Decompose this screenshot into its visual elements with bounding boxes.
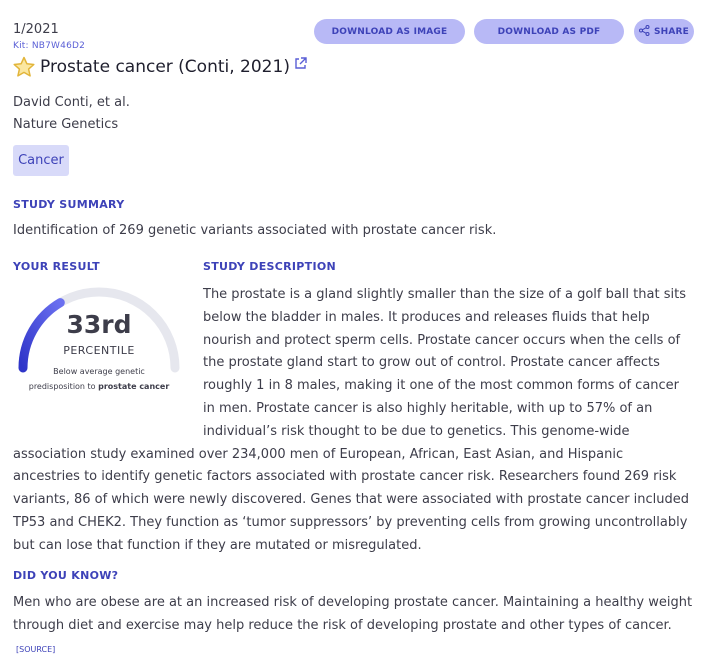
did-you-know-heading: DID YOU KNOW?: [13, 569, 119, 582]
report-date: 1/2021: [13, 22, 59, 37]
did-you-know-text: Men who are obese are at an increased risk of developing prostate cancer. Maintaining a healthy weight through diet and exercise may help reduce the risk of developing prostate and other types of cancer.: [13, 595, 693, 633]
category-tag[interactable]: Cancer: [13, 145, 69, 176]
result-note-text: Below average genetic predisposition to: [28, 367, 145, 391]
title-row: [12, 56, 307, 78]
download-image-button[interactable]: DOWNLOAD AS IMAGE: [314, 19, 465, 44]
download-pdf-button[interactable]: DOWNLOAD AS PDF: [474, 19, 624, 44]
share-icon: [639, 25, 650, 39]
share-label: SHARE: [653, 26, 690, 37]
description-heading: STUDY DESCRIPTION: [203, 260, 337, 273]
result-heading: YOUR RESULT: [13, 260, 100, 273]
external-link-icon[interactable]: [294, 57, 307, 70]
percentile-label: PERCENTILE: [63, 344, 135, 357]
description-float-spacer: [13, 284, 203, 434]
summary-heading: STUDY SUMMARY: [13, 198, 125, 211]
star-icon[interactable]: [12, 56, 36, 78]
summary-text: Identification of 269 genetic variants associated with prostate cancer risk.: [13, 223, 497, 238]
percentile-value: 33rd: [66, 310, 132, 339]
journal: Nature Genetics: [13, 117, 119, 132]
description-block: [13, 284, 691, 558]
did-you-know-block: [13, 592, 693, 661]
authors: David Conti, et al.: [13, 95, 130, 110]
share-button[interactable]: [634, 19, 694, 44]
description-text: The prostate is a gland slightly smaller than the size of a golf ball that sits below the bladder in males. It produces and releases fluids that help nourish and protect sperm cells. Prostate cancer occurs when the cells of the prostate gland start to grow out of control. Prostate cancer affects roughly 1 in 8 males, making it one of the most common forms of cancer in men. Prostate cancer is also highly heritable, with up to 57% of an individual’s risk thought to be due to genetics. This genome-wide association study examined over 234,000 men of European, African, East Asian, and Hispanic ancestries to identify genetic factors associated with prostate cancer risk. Researchers found 269 risk variants, 86 of which were newly discovered. Genes that were associated with prostate cancer included TP53 and CHEK2. They function as ‘tumor suppressors’ by preventing cells from growing uncontrollably but can lose that function if they are mutated or misregulated.: [13, 287, 690, 553]
page-title: Prostate cancer (Conti, 2021): [40, 57, 290, 77]
kit-id: Kit: NB7W46D2: [13, 41, 86, 51]
source-link[interactable]: [SOURCE]: [16, 644, 56, 654]
result-note-trait: prostate cancer: [98, 381, 170, 391]
